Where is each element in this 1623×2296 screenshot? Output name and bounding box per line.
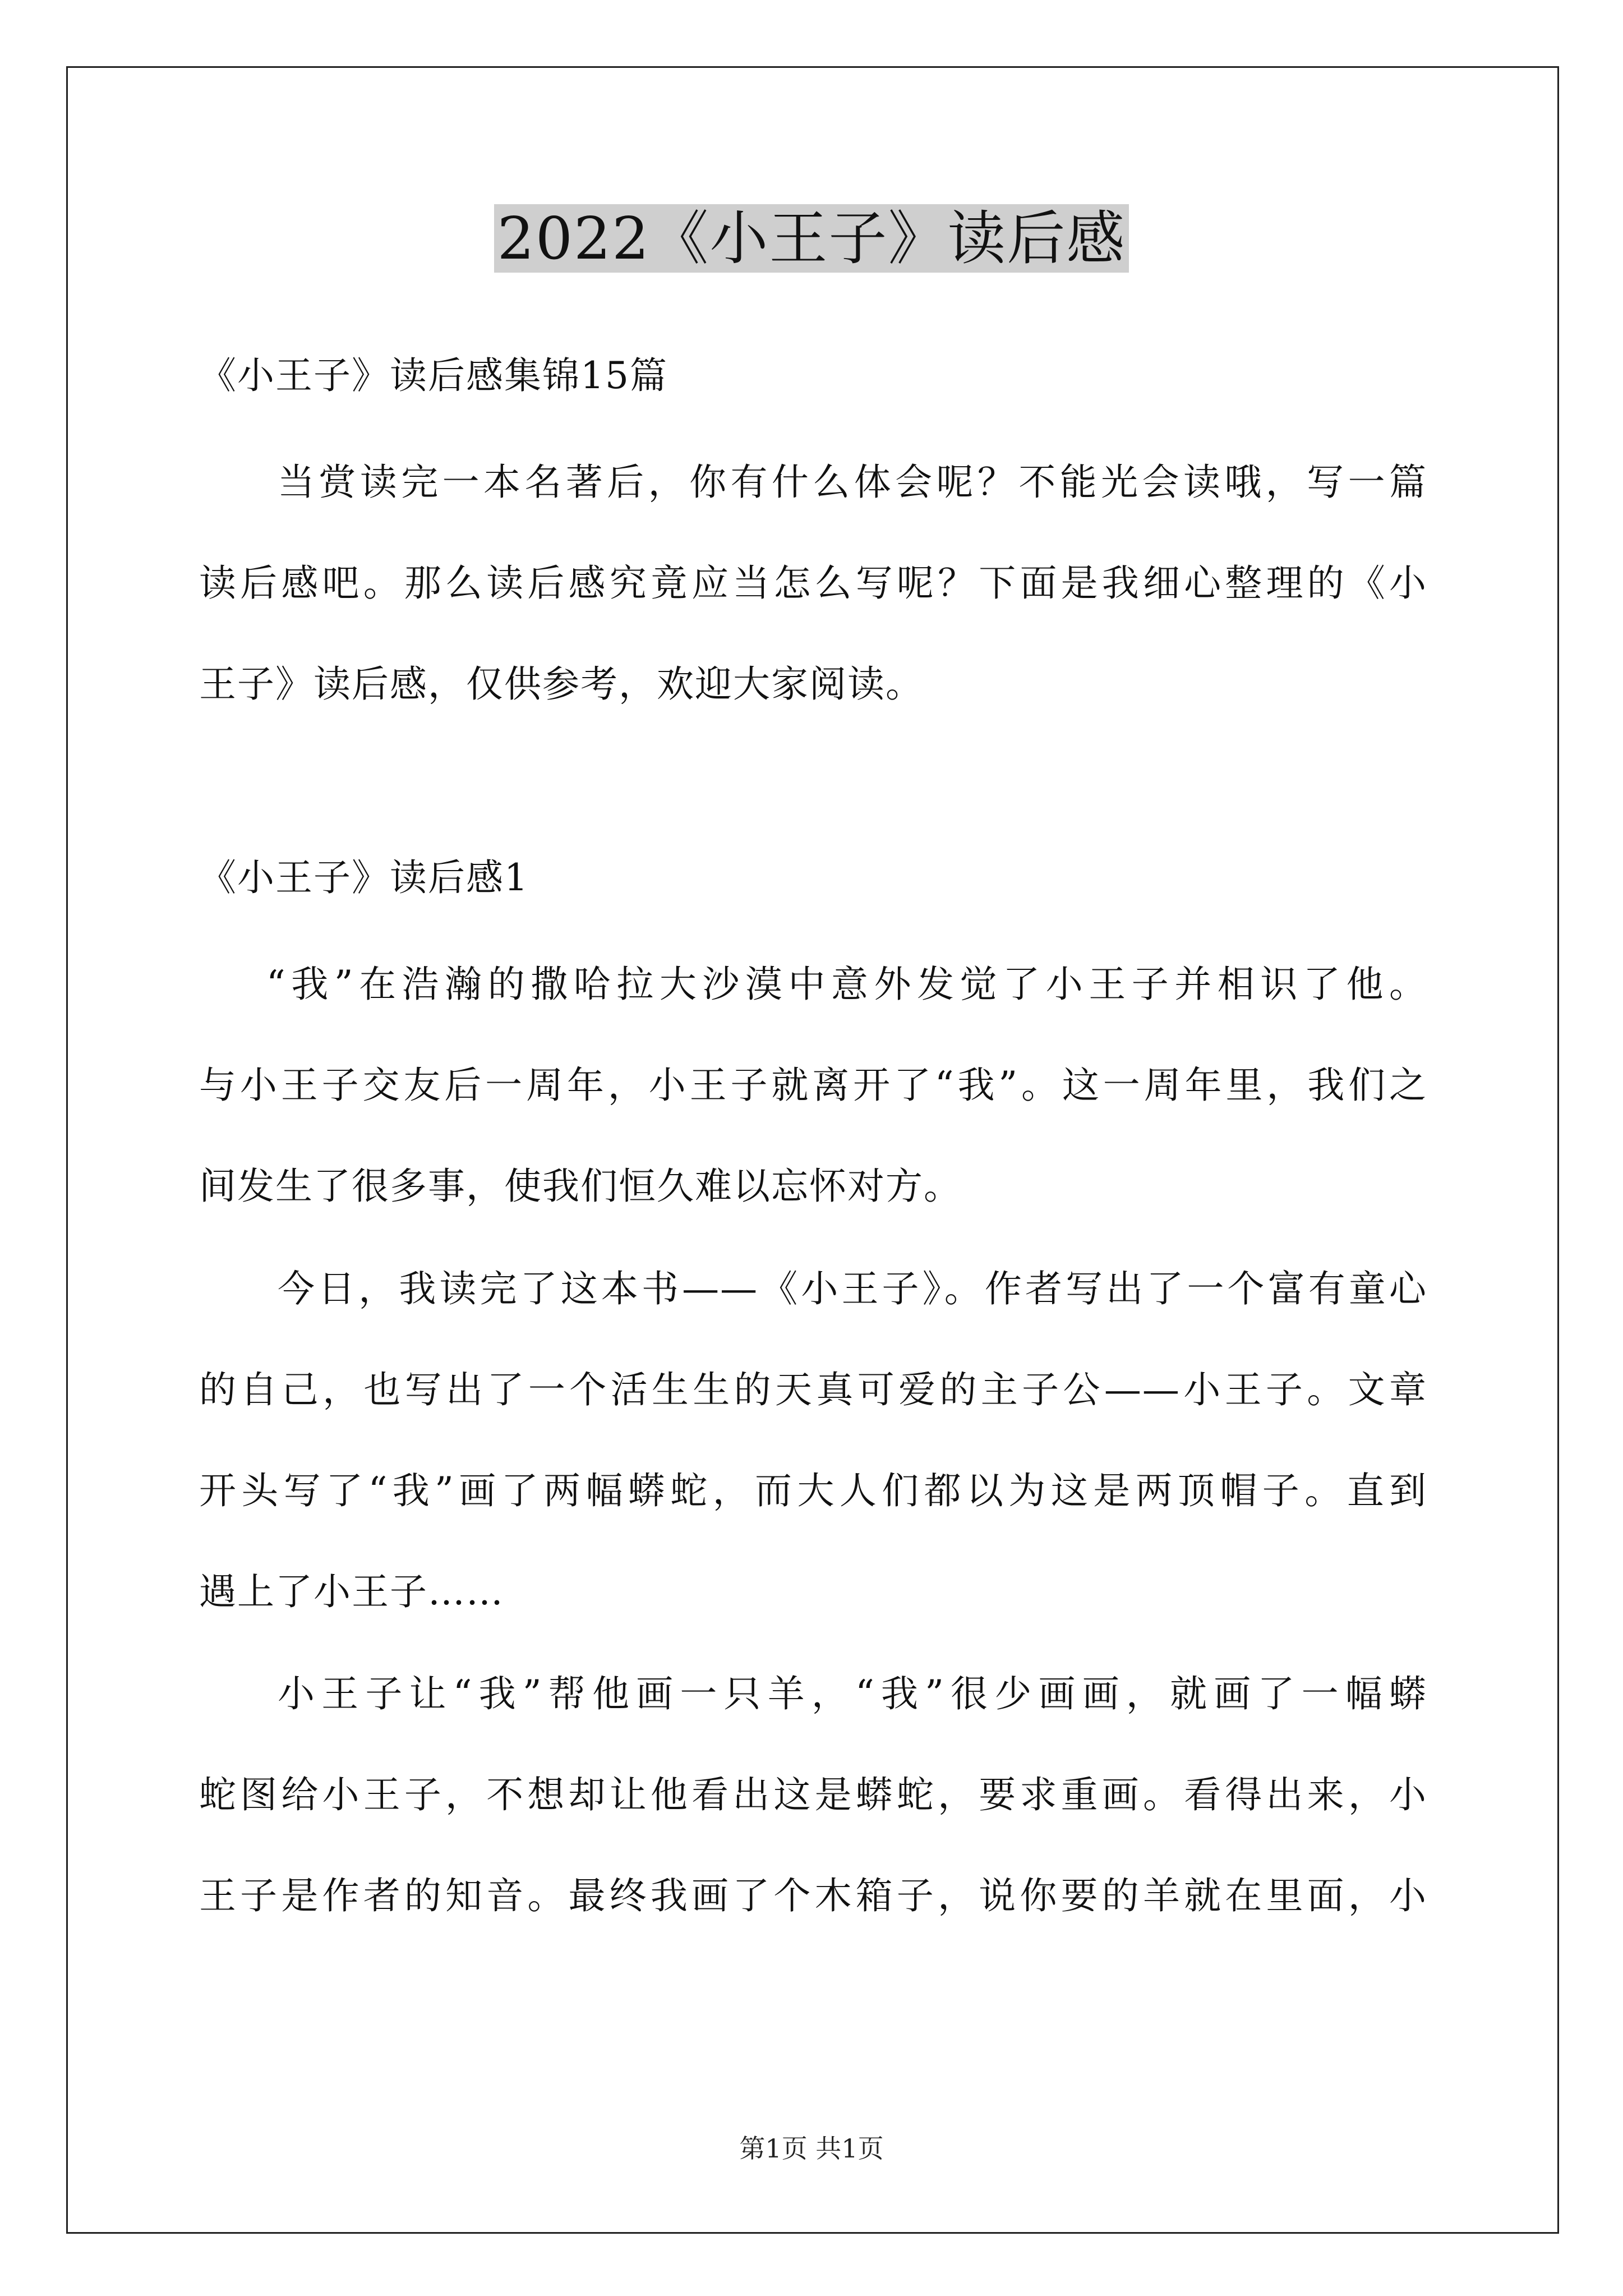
para3-line-1: 小王子让“我”帮他画一只羊，“我”很少画画，就画了一幅蟒 [278,1672,1427,1715]
para3-line-2: 蛇图给小王子，不想却让他看出这是蟒蛇，要求重画。看得出来，小 [199,1773,1427,1816]
intro-line-1: 当赏读完一本名著后，你有什么体会呢？不能光会读哦，写一篇 [278,461,1427,504]
collection-subtitle: 《小王子》读后感集锦15篇 [199,354,668,397]
para1-line-2: 与小王子交友后一周年，小王子就离开了“我”。这一周年里，我们之 [199,1064,1427,1107]
document-title [0,199,1623,278]
para2-line-4: 遇上了小王子…… [199,1570,504,1613]
para1-line-3: 间发生了很多事，使我们恒久难以忘怀对方。 [199,1165,962,1208]
para2-line-1: 今日，我读完了这本书——《小王子》。作者写出了一个富有童心 [278,1267,1427,1310]
para3-line-3: 王子是作者的知音。最终我画了个木箱子，说你要的羊就在里面，小 [199,1874,1427,1917]
intro-line-2: 读后感吧。那么读后感究竟应当怎么写呢？下面是我细心整理的《小 [199,562,1427,605]
para2-line-3: 开头写了“我”画了两幅蟒蛇，而大人们都以为这是两顶帽子。直到 [199,1469,1427,1512]
page-number-footer: 第1页 共1页 [739,2133,884,2164]
section-heading: 《小王子》读后感1 [199,856,529,899]
document-title-text: 2022《小王子》读后感 [494,204,1129,273]
intro-line-3: 王子》读后感，仅供参考，欢迎大家阅读。 [199,662,924,706]
para2-line-2: 的自己，也写出了一个活生生的天真可爱的主子公——小王子。文章 [199,1368,1427,1411]
para1-line-1: “我”在浩瀚的撒哈拉大沙漠中意外发觉了小王子并相识了他。 [266,963,1427,1006]
